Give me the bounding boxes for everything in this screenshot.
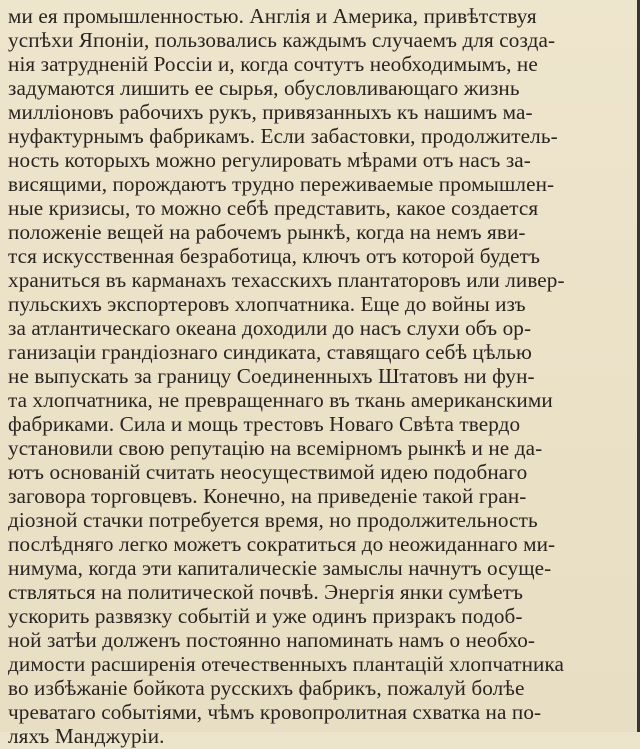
text-line: димости расширенія отечественныхъ плантацій хлопчатника: [8, 652, 565, 676]
text-line: послѣдняго легко можетъ сократиться до неожиданнаго ми-: [8, 532, 556, 556]
text-line: ми ея промышленностью. Англія и Америка, привѣтствуя: [8, 4, 537, 28]
text-line: установили свою репутацію на всемірномъ рынкѣ и не да-: [8, 436, 543, 460]
text-line: не выпускать за границу Соединенныхъ Штатовъ ни фун-: [8, 364, 535, 388]
text-line: пульскихъ экспортеровъ хлопчатника. Еще до войны изъ: [8, 292, 526, 316]
text-line: заговора торговцевъ. Конечно, на приведеніе такой гран-: [8, 484, 527, 508]
text-line: нія затрудненій Россіи и, когда сочтутъ необходимымъ, не: [8, 52, 538, 76]
text-line: ускорить развязку событій и уже одинъ призракъ подоб-: [8, 604, 523, 628]
text-line: храниться въ карманахъ техасскихъ плантаторовъ или ливер-: [8, 268, 565, 292]
text-line: задумаются лишить ее сырья, обусловливающаго жизнь: [8, 76, 520, 100]
text-line: ганизаціи грандіознаго синдиката, ставящаго себѣ цѣлью: [8, 340, 532, 364]
text-line: нуфактурнымъ фабрикамъ. Если забастовки, продолжитель-: [8, 124, 558, 148]
text-line: ность которыхъ можно регулировать мѣрами отъ насъ за-: [8, 148, 531, 172]
text-line: милліоновъ рабочихъ рукъ, привязанныхъ къ нашимъ ма-: [8, 100, 533, 124]
text-line: ствляться на политической почвѣ. Энергія янки сумѣетъ: [8, 580, 524, 604]
text-line: діозной стачки потребуется время, но продолжительность: [8, 508, 538, 532]
text-line: висящими, порождаютъ трудно переживаемые промышлен-: [8, 172, 555, 196]
text-line: ютъ основаній считать неосуществимой идею подобнаго: [8, 460, 528, 484]
text-line: нимума, когда эти капиталическіе замыслы начнутъ осуще-: [8, 556, 552, 580]
text-line: ляхъ Манджуріи.: [8, 724, 165, 748]
text-line: положеніе вещей на рабочемъ рынкѣ, когда на немъ яви-: [8, 220, 526, 244]
text-line: ные кризисы, то можно себѣ представить, какое создается: [8, 196, 539, 220]
text-line: та хлопчатника, не превращеннаго въ ткань американскими: [8, 388, 553, 412]
text-line: успѣхи Японіи, пользовались каждымъ случаемъ для созда-: [8, 28, 556, 52]
text-line: ной затѣи долженъ постоянно напоминать намъ о необхо-: [8, 628, 536, 652]
text-line: чреватаго событіями, чѣмъ кровопролитная схватка на по-: [8, 700, 542, 724]
text-line: тся искусственная безработица, ключъ отъ которой будетъ: [8, 244, 541, 268]
text-line: фабриками. Сила и мощь трестовъ Новаго Свѣта твердо: [8, 412, 521, 436]
text-line: за атлантическаго океана доходили до насъ слухи объ ор-: [8, 316, 532, 340]
text-line: во избѣжаніе бойкота русскихъ фабрикъ, пожалуй болѣе: [8, 676, 525, 700]
